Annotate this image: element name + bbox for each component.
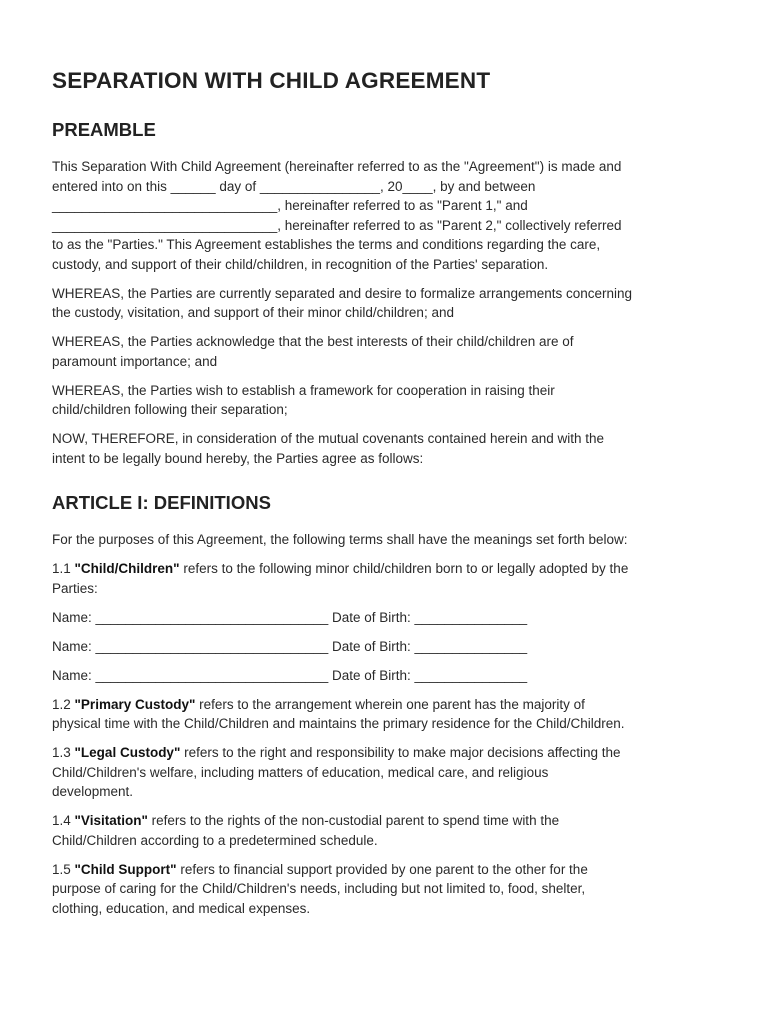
whereas-clause-3: WHEREAS, the Parties wish to establish a framework for cooperation in raising their child/children following their separation; [52, 382, 555, 417]
preamble-intro: This Separation With Child Agreement (hereinafter referred to as the "Agreement") is made and entered into on this ______ day of ________________, 20____, by and between ______________________________, hereinafter referred to as "Parent 1," and ______________________________, hereinafter referred to as "Parent 2," collectively referred to as the "Parties." This Agreement establishes the terms and conditions regarding the care, custody, and support of their child/children, in recognition of the Parties' separation. [52, 159, 622, 272]
document-page [52, 68, 724, 928]
term-child-children: "Child/Children" [74, 561, 180, 576]
definition-1-4: 1.4 "Visitation" refers to the rights of the non-custodial parent to spend time with the Child/Children according to a predetermined schedule. [52, 813, 560, 848]
preamble-heading: PREAMBLE [52, 119, 156, 140]
child-entry-row: Name: _______________________________ Date of Birth: _______________ [52, 638, 528, 654]
document-title: SEPARATION WITH CHILD AGREEMENT [52, 68, 491, 93]
whereas-clause-2: WHEREAS, the Parties acknowledge that the best interests of their child/children are of paramount importance; and [52, 334, 574, 369]
definition-1-2: 1.2 "Primary Custody" refers to the arrangement wherein one parent has the majority of physical time with the Child/Children and maintains the primary residence for the Child/Children. [52, 696, 625, 731]
term-legal-custody: "Legal Custody" [74, 745, 181, 760]
child-entry-row: Name: _______________________________ Date of Birth: _______________ [52, 609, 528, 625]
definitions-intro: For the purposes of this Agreement, the following terms shall have the meanings set forth below: [52, 532, 628, 547]
child-entry-row: Name: _______________________________ Date of Birth: _______________ [52, 667, 528, 683]
article-1-heading: ARTICLE I: DEFINITIONS [52, 492, 271, 513]
definition-1-5: 1.5 "Child Support" refers to financial support provided by one parent to the other for the purpose of caring for the Child/Children's needs, including but not limited to, food, shelter, clothing, education, and medical expenses. [52, 861, 588, 916]
term-visitation: "Visitation" [74, 813, 148, 828]
term-child-support: "Child Support" [74, 861, 177, 877]
term-primary-custody: "Primary Custody" [74, 696, 196, 712]
now-therefore-clause: NOW, THEREFORE, in consideration of the mutual covenants contained herein and with the intent to be legally bound hereby, the Parties agree as follows: [52, 431, 605, 466]
whereas-clause-1: WHEREAS, the Parties are currently separated and desire to formalize arrangements concerning the custody, visitation, and support of their minor child/children; and [52, 285, 633, 320]
definition-1-1: 1.1 "Child/Children" refers to the following minor child/children born to or legally adopted by the Parties: [52, 561, 629, 596]
definition-1-3: 1.3 "Legal Custody" refers to the right and responsibility to make major decisions affecting the Child/Children's welfare, including matters of education, medical care, and religious development. [52, 745, 621, 799]
